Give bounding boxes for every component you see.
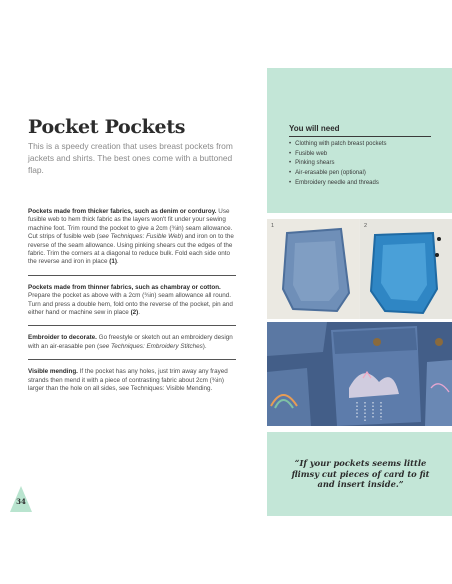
step-tail: . — [116, 258, 119, 266]
divider — [28, 275, 236, 276]
step-lead: Pockets made from thinner fabrics, such as chambray or cotton. — [28, 283, 221, 291]
step-lead: Pockets made from thicker fabrics, such as denim or corduroy. — [28, 208, 217, 215]
step-thin-fabrics — [28, 284, 236, 318]
step-reference: see Techniques: Embroidery Stitches — [99, 342, 203, 350]
step-body: Prepare the pocket as above with a 2cm (¾in) seam allowance all round. Turn and press a double hem, fold onto the reverse of the pocket, pin and either hand or machine sew in place — [28, 292, 233, 317]
step-body: If the pocket has any holes, just trim away any frayed strands then mend it with a piece of contrasting fabric about 2cm (¾in) larger than the hole on all sides, see Techniques: Visible Mending. — [28, 368, 228, 393]
photo-label-1: 1 — [271, 223, 275, 229]
intro-text: This is a speedy creation that uses breast pockets from jackets and shirts. The best ones come with a buttoned flap. — [28, 141, 233, 175]
step-lead: Visible mending. — [28, 368, 78, 376]
pull-quote: “If your pockets seems little flimsy cut pieces of card to fit and insert inside.” — [291, 458, 430, 489]
step-photos — [267, 219, 452, 319]
step-body: Use fusible web to hem thick fabric as the layers won't fit under your sewing machine foot. Trim round the pocket to give a 2cm (¾in) seam allowance. Cut strips of fusible web ( — [28, 208, 233, 241]
photo-label-2: 2 — [364, 223, 368, 229]
step-body-continued: ) and iron on to the reverse of the seam allowance. Using pinking shears cut the edges of the fabric. Trim the corners at a diagonal to reduce bulk. Fold each side onto the reverse and iron in place — [28, 233, 234, 266]
steps-column — [28, 208, 236, 394]
list-item: • Embroidery needle and threads — [289, 179, 387, 189]
photo-reference: (2) — [130, 309, 139, 317]
step-visible-mending — [28, 368, 236, 393]
divider — [28, 325, 236, 326]
embroidered-pockets-photo — [267, 322, 452, 426]
page-number: 34 — [16, 497, 26, 506]
list-item: • Fusible web — [289, 150, 387, 160]
step-photos-illustration — [267, 219, 452, 319]
you-will-need-title: You will need — [289, 124, 340, 133]
step-thick-fabrics — [28, 208, 236, 267]
step-tail: . — [138, 309, 141, 317]
list-item: • Pinking shears — [289, 159, 387, 169]
you-will-need-list — [289, 140, 387, 189]
denim-pockets-illustration — [267, 322, 452, 426]
step-body: Go freestyle or sketch out an embroidery design with an air-erasable pen ( — [28, 334, 233, 350]
step-reference: see Techniques: Fusible Web — [98, 233, 181, 241]
divider — [28, 359, 236, 360]
step-lead: Embroider to decorate. — [28, 334, 97, 342]
step-tail: ). — [202, 342, 207, 350]
step-embroider — [28, 334, 236, 351]
page-title: Pocket Pockets — [28, 116, 186, 138]
you-will-need-rule — [289, 136, 431, 137]
list-item: • Air-erasable pen (optional) — [289, 169, 387, 179]
photo-reference: (1) — [109, 258, 117, 266]
list-item: • Clothing with patch breast pockets — [289, 140, 387, 150]
